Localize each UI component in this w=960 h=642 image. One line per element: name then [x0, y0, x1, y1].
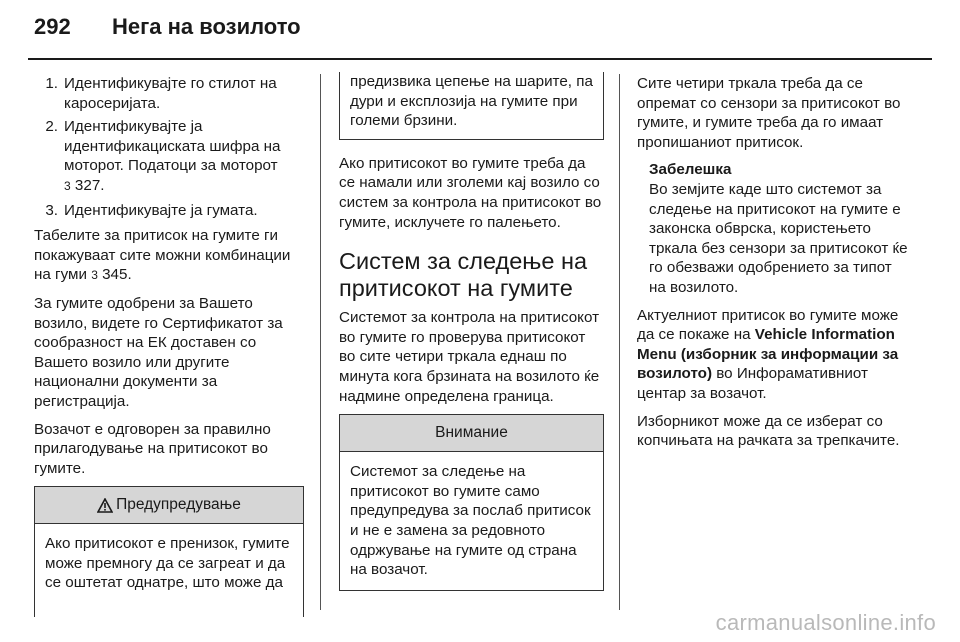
paragraph: За гумите одобрени за Вашето возило, видете го Сертификатот за сообразност на ЕК доставен со Вашето возило или другите национални документи за регистрација.: [34, 294, 283, 410]
page-title: Нега на возилото: [112, 14, 301, 39]
warning-triangle-icon: [97, 498, 113, 513]
column-1: [34, 74, 304, 617]
paragraph: Актуелниот притисок во гумите може да се покаже на Vehicle Information Menu (изборник за информации за возилото) во Инфорамативниот центар за возачот.: [637, 306, 899, 402]
caution-text: Системот за следење на притисокот во гумите само предупредува за послаб притисок и не е замена за редовното одржување на гумите од страна на возачот.: [350, 463, 591, 579]
page-ref-arrow-icon: 3: [91, 268, 98, 283]
page-reference[interactable]: 345.: [102, 266, 132, 284]
note-block: [637, 160, 909, 297]
paragraph: Сите четири тркала треба да се опремат со сензори за притисокот во гумите, и гумите треба да го имаат пропишаниот притисок.: [637, 75, 901, 151]
caution-box-header: [340, 415, 603, 452]
steps-list: [34, 74, 304, 220]
menu-name: Vehicle Information Menu (изборник за информации за возилото): [637, 326, 899, 383]
paragraph: Изборникот може да се изберат со копчињата на рачката за трепкачите.: [637, 412, 900, 450]
warning-box: [34, 486, 304, 617]
list-item: 1. Идентификувајте го стилот на каросеријата.: [45, 75, 277, 112]
warning-title: Предупредување: [116, 496, 241, 514]
column-divider: [320, 74, 321, 610]
paragraph: Табелите за притисок на гумите ги покажуваат сите можни комбинации на гуми 3 345.: [34, 227, 291, 284]
section-title: Систем за следење на притисокот на гумите: [339, 248, 588, 302]
list-item: 3. Идентификувајте ја гумата.: [45, 201, 258, 219]
caution-title: Внимание: [435, 424, 508, 442]
column-3: [637, 74, 909, 459]
column-divider: [619, 74, 620, 610]
page-number: 292: [34, 14, 71, 39]
paragraph: Системот за контрола на притисокот во гумите го проверува притисокот во сите четири тркала еднаш по минута кога брзината на возилото ќе надмине определена граница.: [339, 309, 600, 405]
watermark: carmanualsonline.info: [715, 610, 936, 635]
warning-box-continued: [339, 72, 604, 140]
page-reference[interactable]: 327.: [74, 176, 105, 194]
warning-text: Ако притисокот е пренизок, гумите може премногу да се загреат и да се оштетат однатре, што може да: [45, 535, 290, 592]
note-text: Во земјите каде што системот за следење на притисокот на гумите е законска обврска, користењето тркала без сензори за притисокот ќе го обезважи одобрението за типот на возилото.: [649, 180, 908, 296]
note-title: Забелешка: [649, 161, 732, 179]
column-2: [339, 72, 604, 591]
list-item: 2. Идентификувајте ја идентификациската шифра на моторот. Податоци за моторот 3 327.: [45, 118, 281, 194]
warning-box-header: [35, 487, 303, 524]
header-rule: [28, 58, 932, 60]
caution-box: [339, 414, 604, 591]
paragraph: Ако притисокот во гумите треба да се намали или зголеми кај возило со систем за контрола на притисокот во гумите, исклучете го палењето.: [339, 154, 602, 231]
warning-text-continued: предизвика цепење на шарите, па дури и експлозија на гумите при големи брзини.: [350, 73, 593, 130]
page-ref-arrow-icon: 3: [64, 178, 71, 193]
paragraph: Возачот е одговорен за правилно прилагодување на притисокот во гумите.: [34, 420, 271, 477]
